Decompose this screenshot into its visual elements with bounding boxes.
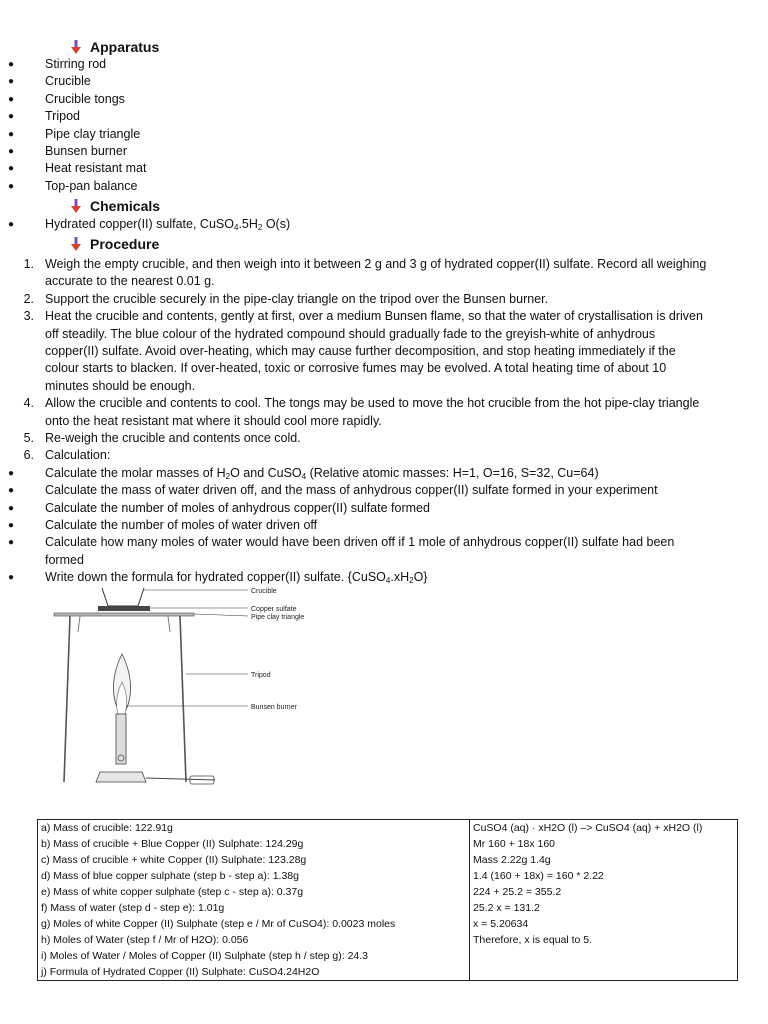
down-arrow-icon [70,236,82,252]
working-row: Mass 2.22g 1.4g [473,854,551,866]
working-row: 25.2 x = 131.2 [473,902,540,914]
results-left-cell [38,820,470,981]
tripod-leg [78,616,80,632]
apparatus-diagram [40,586,340,810]
result-row: c) Mass of crucible + white Copper (II) Sulphate: 123.28g [41,854,307,866]
working-row: Therefore, x is equal to 5. [473,934,593,946]
procedure-title: Procedure [90,236,160,252]
tripod-top [54,613,194,616]
label-copper-sulfate: Copper sulfate [251,606,297,613]
result-row: f) Mass of water (step d - step e): 1.01g [41,902,225,914]
crucible-shape [102,588,144,606]
label-bunsen: Bunsen burner [251,704,297,711]
result-row: a) Mass of crucible: 122.91g [41,822,173,834]
down-arrow-icon [70,198,82,214]
result-row: i) Moles of Water / Moles of Copper (II) Sulphate (step h / step g): 24.3 [41,950,369,962]
result-row: b) Mass of crucible + Blue Copper (II) Sulphate: 124.29g [41,838,304,850]
down-arrow-icon [70,39,82,55]
working-row: 224 + 25.2 = 355.2 [473,886,562,898]
burner-base [96,772,146,782]
label-pipe-clay: Pipe clay triangle [251,614,305,621]
label-tripod: Tripod [251,672,271,679]
result-row: g) Moles of white Copper (II) Sulphate (step e / Mr of CuSO4): 0.0023 moles [41,918,396,930]
chemicals-heading [70,197,160,215]
working-row: x = 5.20634 [473,918,529,930]
procedure-heading [70,235,159,253]
apparatus-heading [70,38,159,56]
copper-sulfate-shape [98,606,150,611]
results-table [37,819,738,981]
result-row: j) Formula of Hydrated Copper (II) Sulphate: CuSO4.24H2O [41,966,320,978]
label-crucible: Crucible [251,588,277,595]
gas-tube [146,778,215,780]
apparatus-title: Apparatus [90,39,160,55]
tripod-leg [168,616,170,632]
chemical-text: Hydrated copper(II) sulfate, $CuSO_4.5H_2$ O(s) [45,217,291,232]
tripod-leg [64,616,70,782]
results-right-cell [470,820,738,981]
result-row: d) Mass of blue copper sulphate (step b - step a): 1.38g [41,870,299,882]
working-row: CuSO4 (aq) · xH2O (l) –> CuSO4 (aq) + xH2O (l) [473,822,703,834]
burner-tube [116,714,126,764]
result-row: e) Mass of white copper sulphate (step c - step a): 0.37g [41,886,304,898]
result-row: h) Moles of Water (step f / Mr of H2O): 0.056 [41,934,249,946]
working-row: 1.4 (160 + 18x) = 160 * 2.22 [473,870,604,882]
tripod-leg [180,616,186,782]
chemicals-title: Chemicals [90,198,161,214]
working-row: Mr 160 + 18x 160 [473,838,556,850]
